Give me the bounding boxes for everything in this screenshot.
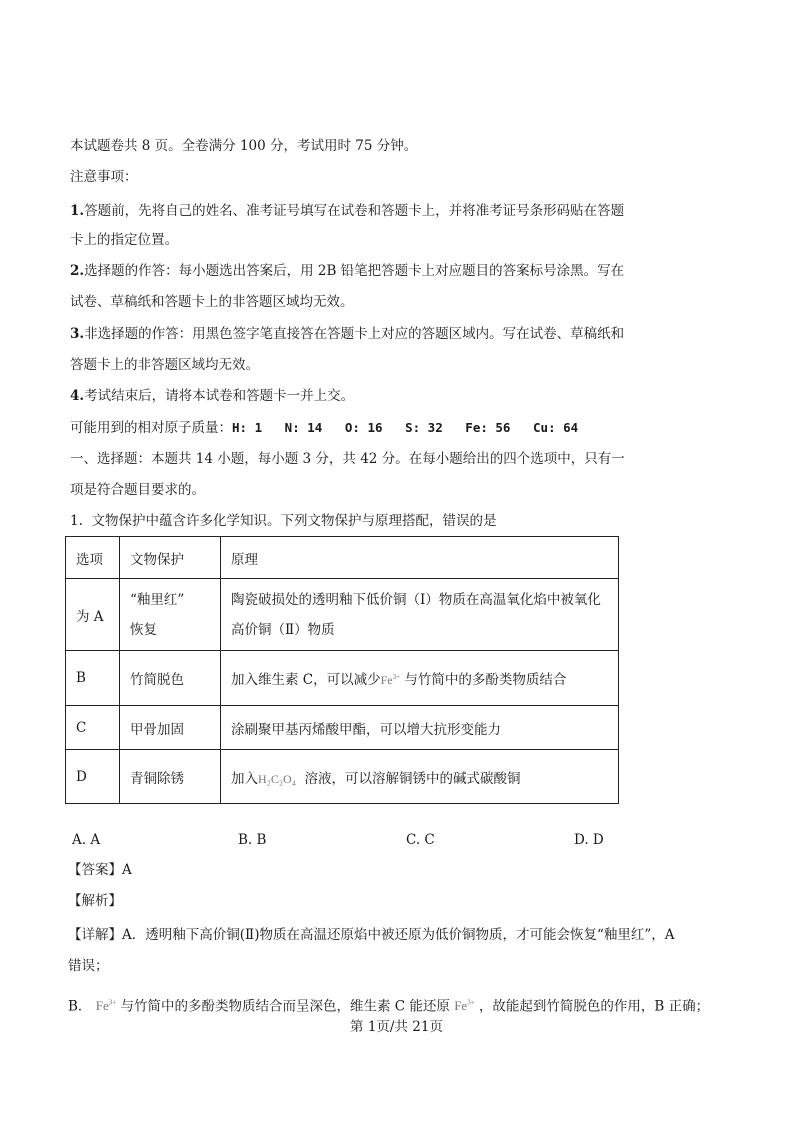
notice-item-4: 4.考试结束后，请将本试卷和答题卡一并上交。 (70, 388, 355, 404)
table-row-b (66, 651, 619, 706)
notice-item-1-cont: 卡上的指定位置。 (70, 232, 178, 248)
option-a: A. A (72, 832, 101, 848)
option-c: C. C (406, 832, 435, 848)
question-1: 1. 文物保护中蕴含许多化学知识。下列文物保护与原理搭配，错误的是 (70, 513, 497, 529)
row-a-option: 为 A (66, 579, 120, 651)
exam-intro: 本试题卷共 8 页。全卷满分 100 分，考试用时 75 分钟。 (70, 138, 418, 154)
notice-item-3: 3.非选择题的作答：用黑色签字笔直接答在答题卡上对应的答题区域内。写在试卷、草稿纸和 (70, 326, 625, 342)
notice-item-3-cont: 答题卡上的非答题区域均无效。 (70, 357, 259, 373)
notice-item-1: 1.答题前，先将自己的姓名、准考证号填写在试卷和答题卡上，并将准考证号条形码贴在答题 (70, 203, 625, 219)
section-header-cont: 项是符合题目要求的。 (70, 482, 205, 498)
detail-line-b: B． $Fe^{3+}$ 与竹简中的多酚类物质结合而呈深色，维生素 C 能还原 $Fe^{3+}$ ，故能起到竹简脱色的作用，B 正确； (68, 998, 710, 1015)
table-row-a (66, 579, 619, 651)
fe3-ion: $Fe^{3+}$ (454, 998, 475, 1014)
row-a-principle: 陶瓷破损处的透明釉下低价铜（Ⅰ）物质在高温氧化焰中被氧化 高价铜（Ⅱ）物质 (221, 579, 619, 651)
header-option: 选项 (66, 537, 120, 579)
row-d-option: D (66, 750, 120, 804)
detail-line-1: 【详解】A．透明釉下高价铜(Ⅱ)物质在高温还原焰中被还原为低价铜物质，才可能会恢复“釉里红”，A (68, 927, 675, 943)
row-c-protect: 甲骨加固 (120, 706, 221, 750)
analysis-label: 【解析】 (68, 893, 122, 909)
notice-item-2-cont: 试卷、草稿纸和答题卡上的非答题区域均无效。 (70, 294, 354, 310)
table-row-d (66, 750, 619, 804)
detail-line-2: 错误； (68, 958, 109, 974)
section-header: 一、选择题：本题共 14 小题，每小题 3 分，共 42 分。在每小题给出的四个选项中，只有一 (70, 451, 625, 467)
option-b: B. B (238, 832, 267, 848)
table-header-row (66, 537, 619, 579)
fe3-ion: $Fe^{3+}$ (95, 998, 117, 1014)
row-d-protect: 青铜除锈 (120, 750, 221, 804)
row-b-principle: 加入维生素 C，可以减少$Fe^{3+}$ 与竹简中的多酚类物质结合 (221, 651, 619, 706)
header-protect: 文物保护 (120, 537, 221, 579)
row-a-protect: “釉里红” 恢复 (120, 579, 221, 651)
page-footer: 第 1页/共 21页 (350, 1019, 443, 1035)
row-d-principle: 加入H₂C₂O₄ 溶液，可以溶解铜锈中的碱式碳酸铜 (221, 750, 619, 804)
option-d: D. D (574, 832, 604, 848)
header-principle: 原理 (221, 537, 619, 579)
notice-item-2: 2.选择题的作答：每小题选出答案后，用 2B 铅笔把答题卡上对应题目的答案标号涂黑。写在 (70, 263, 625, 279)
table-row-c (66, 706, 619, 750)
question-table (65, 536, 619, 804)
atomic-mass-line: 可能用到的相对原子质量：H: 1 N: 14 O: 16 S: 32 Fe: 56 Cu: 64 (70, 420, 579, 436)
fe3-ion: $Fe^{3+}$ (380, 673, 401, 687)
answer-line: 【答案】A (68, 862, 132, 878)
oxalic-acid-formula: H₂C₂O₄ (258, 771, 296, 786)
notice-title: 注意事项： (70, 169, 138, 185)
row-b-option: B (66, 651, 120, 706)
row-c-principle: 涂刷聚甲基丙烯酸甲酯，可以增大抗形变能力 (221, 706, 619, 750)
row-b-protect: 竹简脱色 (120, 651, 221, 706)
row-c-option: C (66, 706, 120, 750)
